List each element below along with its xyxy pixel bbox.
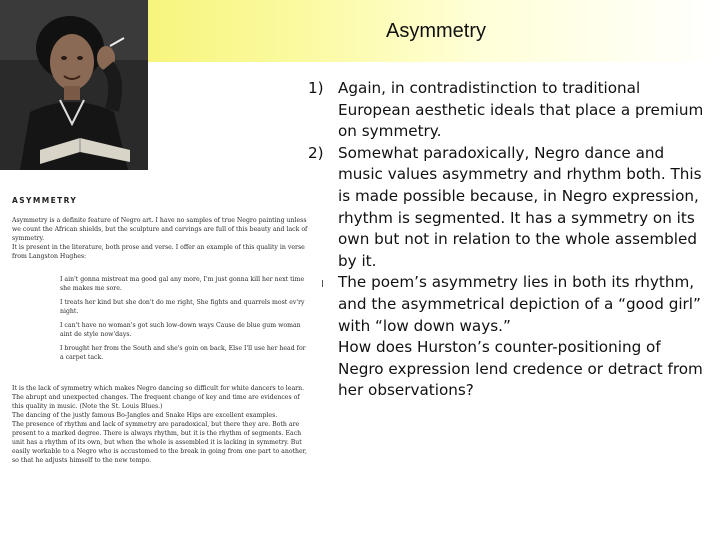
list-item-text: Somewhat paradoxically, Negro dance and music values asymmetry and rhythm both. This is made possible because, in Negro expression, rhythm is segmented. It has a symmetry on its own but not in relation to the whole assembled by it.	[338, 143, 702, 270]
scan-intro-paragraph: Asymmetry is a definite feature of Negro art. I have no samples of true Negro painting unless we count the African shields, but the sculpture and carvings are full of this beauty and lack of symmetry.	[12, 217, 308, 242]
list-number: 1)	[308, 79, 324, 97]
slide-title: Asymmetry	[386, 20, 486, 42]
scan-after-paragraph: It is the lack of symmetry which makes Negro dancing so difficult for white dancers to learn. The abrupt and unexpected changes. The frequent change of key and time are evidences of this quality in music. (Note the St. Louis Blues.)	[12, 385, 305, 410]
scan-after-paragraph: The presence of rhythm and lack of symmetry are paradoxical, but there they are. Both are present to a marked degree. There is always rhythm, but it is the rhythm of segments. Each unit has a rhythm of its own, but when the whole is assembled it is lacking in symmetry. But easily workable to a Negro who is accustomed to the break in going from one part to another, so that he adjusts himself to the new tempo.	[12, 421, 307, 464]
body-paragraph	[308, 272, 708, 337]
poem-stanza: I ain't gonna mistreat ma good gal any more, I'm just gonna kill her next time she makes me sore.	[60, 276, 305, 292]
poem-stanza: I can't have no woman's got such low-down ways Cause de blue gum woman aint de style now'days.	[60, 322, 301, 338]
list-item-text: Again, in contradistinction to traditional European aesthetic ideals that place a premium on symmetry.	[338, 79, 704, 141]
scan-after-paragraph: The dancing of the justly famous Bo-Jangles and Snake Hips are excellent examples.	[12, 412, 278, 419]
book-page-scan	[0, 186, 318, 516]
scan-poem	[60, 276, 310, 368]
scan-intro	[12, 216, 312, 261]
list-item	[308, 78, 708, 143]
portrait-photo-icon	[0, 0, 148, 170]
list-item	[308, 143, 708, 273]
scan-intro-paragraph-2: It is present in the literature, both prose and verse. I offer an example of this quality in verse from Langston Hughes:	[12, 244, 305, 260]
slide-body	[308, 78, 708, 402]
body-paragraph	[308, 337, 708, 402]
poem-stanza: I brought her from the South and she's goin on back, Else I'll use her head for a carpet tack.	[60, 345, 306, 361]
list-number: 2)	[308, 143, 324, 162]
scan-heading: ASYMMETRY	[12, 196, 78, 205]
poem-stanza: I treats her kind but she don't do me right, She fights and quarrels most ev'ry night.	[60, 299, 305, 315]
scan-after	[12, 384, 312, 465]
body-paragraph-text: The poem’s asymmetry lies in both its rhythm, and the asymmetrical depiction of a “good girl” with “low down ways.”	[338, 273, 701, 335]
body-paragraph-text: How does Hurston’s counter-positioning of Negro expression lend credence or detract from her observations?	[338, 338, 703, 400]
